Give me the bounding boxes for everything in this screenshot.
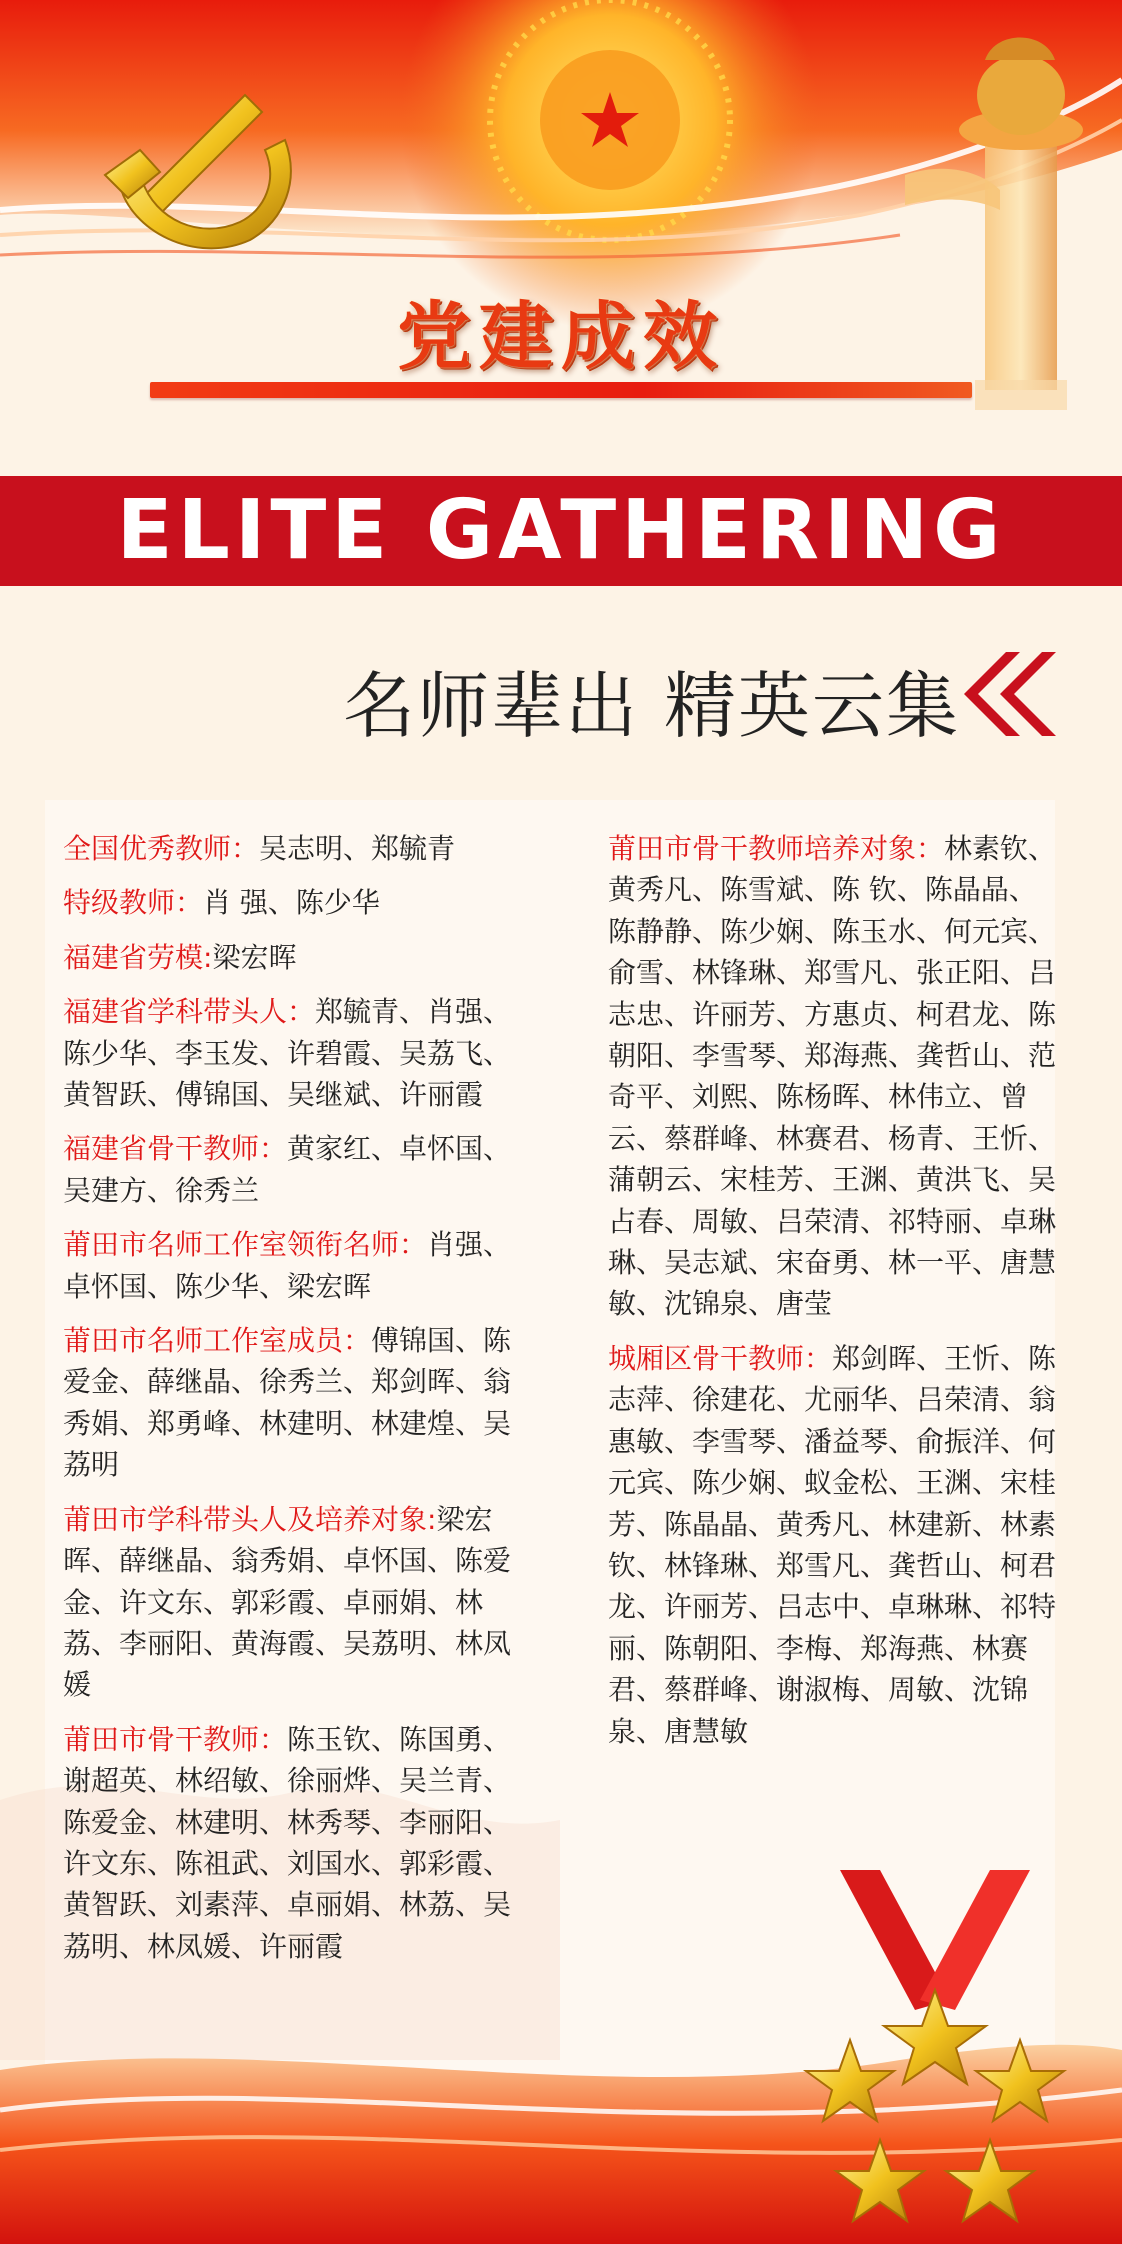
banner-text: ELITE GATHERING: [116, 483, 1006, 578]
honor-category-label: 莆田市名师工作室成员：: [63, 1324, 372, 1358]
honor-category-label: 福建省学科带头人：: [63, 995, 316, 1029]
chevron-left-double-icon: [958, 652, 1058, 736]
honor-category-label: 莆田市骨干教师：: [63, 1722, 288, 1756]
title-underline: [150, 382, 972, 398]
honor-names: 林素钦、黄秀凡、陈雪斌、陈 钦、陈晶晶、陈静静、陈少娴、陈玉水、何元宾、俞雪、林锋琳、郑雪凡、张正阳、吕志忠、许丽芳、方惠贞、柯君龙、陈朝阳、李雪琴、郑海燕、龚哲山、范奇平、刘熙、陈杨晖、林伟立、曾云、蔡群峰、林赛君、杨青、王忻、蒲朝云、宋桂芳、王渊、黄洪飞、吴占春、周敏、吕荣清、祁特丽、卓琳琳、吴志斌、宋奋勇、林一平、唐慧敏、沈锦泉、唐莹: [608, 832, 1057, 1321]
honor-names: 肖强、卓怀国、陈少华、梁宏晖: [63, 1228, 512, 1303]
honor-names: 郑剑晖、王忻、陈志萍、徐建花、尤丽华、吕荣清、翁惠敏、李雪琴、潘益琴、俞振洋、何元宾、陈少娴、蚁金松、王渊、宋桂芳、陈晶晶、黄秀凡、林建新、林素钦、林锋琳、郑雪凡、龚哲山、柯君龙、许丽芳、吕志中、卓琳琳、祁特丽、陈朝阳、李梅、郑海燕、林赛君、蔡群峰、谢淑梅、周敏、沈锦泉、唐慧敏: [608, 1341, 1057, 1748]
honor-entry: [63, 1719, 523, 1967]
honor-entry: [63, 937, 523, 978]
honor-names: 梁宏晖: [212, 940, 297, 974]
honor-entry: [63, 1320, 523, 1486]
page-title: 党建成效: [397, 294, 725, 380]
honor-entry: [63, 991, 523, 1115]
honor-category-label: 莆田市学科带头人及培养对象:: [63, 1502, 437, 1536]
honor-entry: [63, 1499, 523, 1706]
honor-names: 傅锦国、陈爱金、薛继晶、徐秀兰、郑剑晖、翁秀娟、郑勇峰、林建明、林建煌、吴荔明: [63, 1324, 512, 1482]
honor-names: 郑毓青、肖强、陈少华、李玉发、许碧霞、吴荔飞、黄智跃、傅锦国、吴继斌、许丽霞: [63, 995, 512, 1112]
honor-category-label: 城厢区骨干教师：: [608, 1341, 833, 1375]
honor-entry: [63, 882, 523, 923]
honor-category-label: 莆田市名师工作室领衔名师：: [63, 1228, 428, 1262]
honors-list-left: [63, 828, 523, 1980]
honor-category-label: 特级教师：: [63, 886, 204, 920]
honor-entry: [63, 828, 523, 869]
subtitle: 名师辈出 精英云集: [343, 664, 960, 748]
honor-entry: [63, 1128, 523, 1211]
honor-names: 吴志明、郑毓青: [259, 832, 456, 865]
honor-entry: [608, 828, 1062, 1325]
honor-category-label: 福建省骨干教师：: [63, 1132, 288, 1166]
honor-names: 陈玉钦、陈国勇、谢超英、林绍敏、徐丽烨、吴兰青、陈爱金、林建明、林秀琴、李丽阳、许文东、陈祖武、刘国水、郭彩霞、黄智跃、刘素萍、卓丽娟、林荔、吴荔明、林凤媛、许丽霞: [63, 1722, 512, 1963]
honors-list-right: [608, 828, 1062, 1765]
honor-category-label: 莆田市骨干教师培养对象：: [608, 832, 945, 865]
honor-names: 黄家红、卓怀国、吴建方、徐秀兰: [63, 1132, 512, 1207]
honor-category-label: 福建省劳模:: [63, 940, 213, 974]
honor-category-label: 全国优秀教师：: [63, 832, 260, 865]
honor-names: 梁宏晖、薛继晶、翁秀娟、卓怀国、陈爱金、许文东、郭彩霞、卓丽娟、林荔、李丽阳、黄海霞、吴荔明、林凤媛: [63, 1502, 512, 1702]
honor-entry: [63, 1224, 523, 1307]
honor-entry: [608, 1338, 1062, 1752]
honor-names: 肖 强、陈少华: [203, 886, 380, 920]
